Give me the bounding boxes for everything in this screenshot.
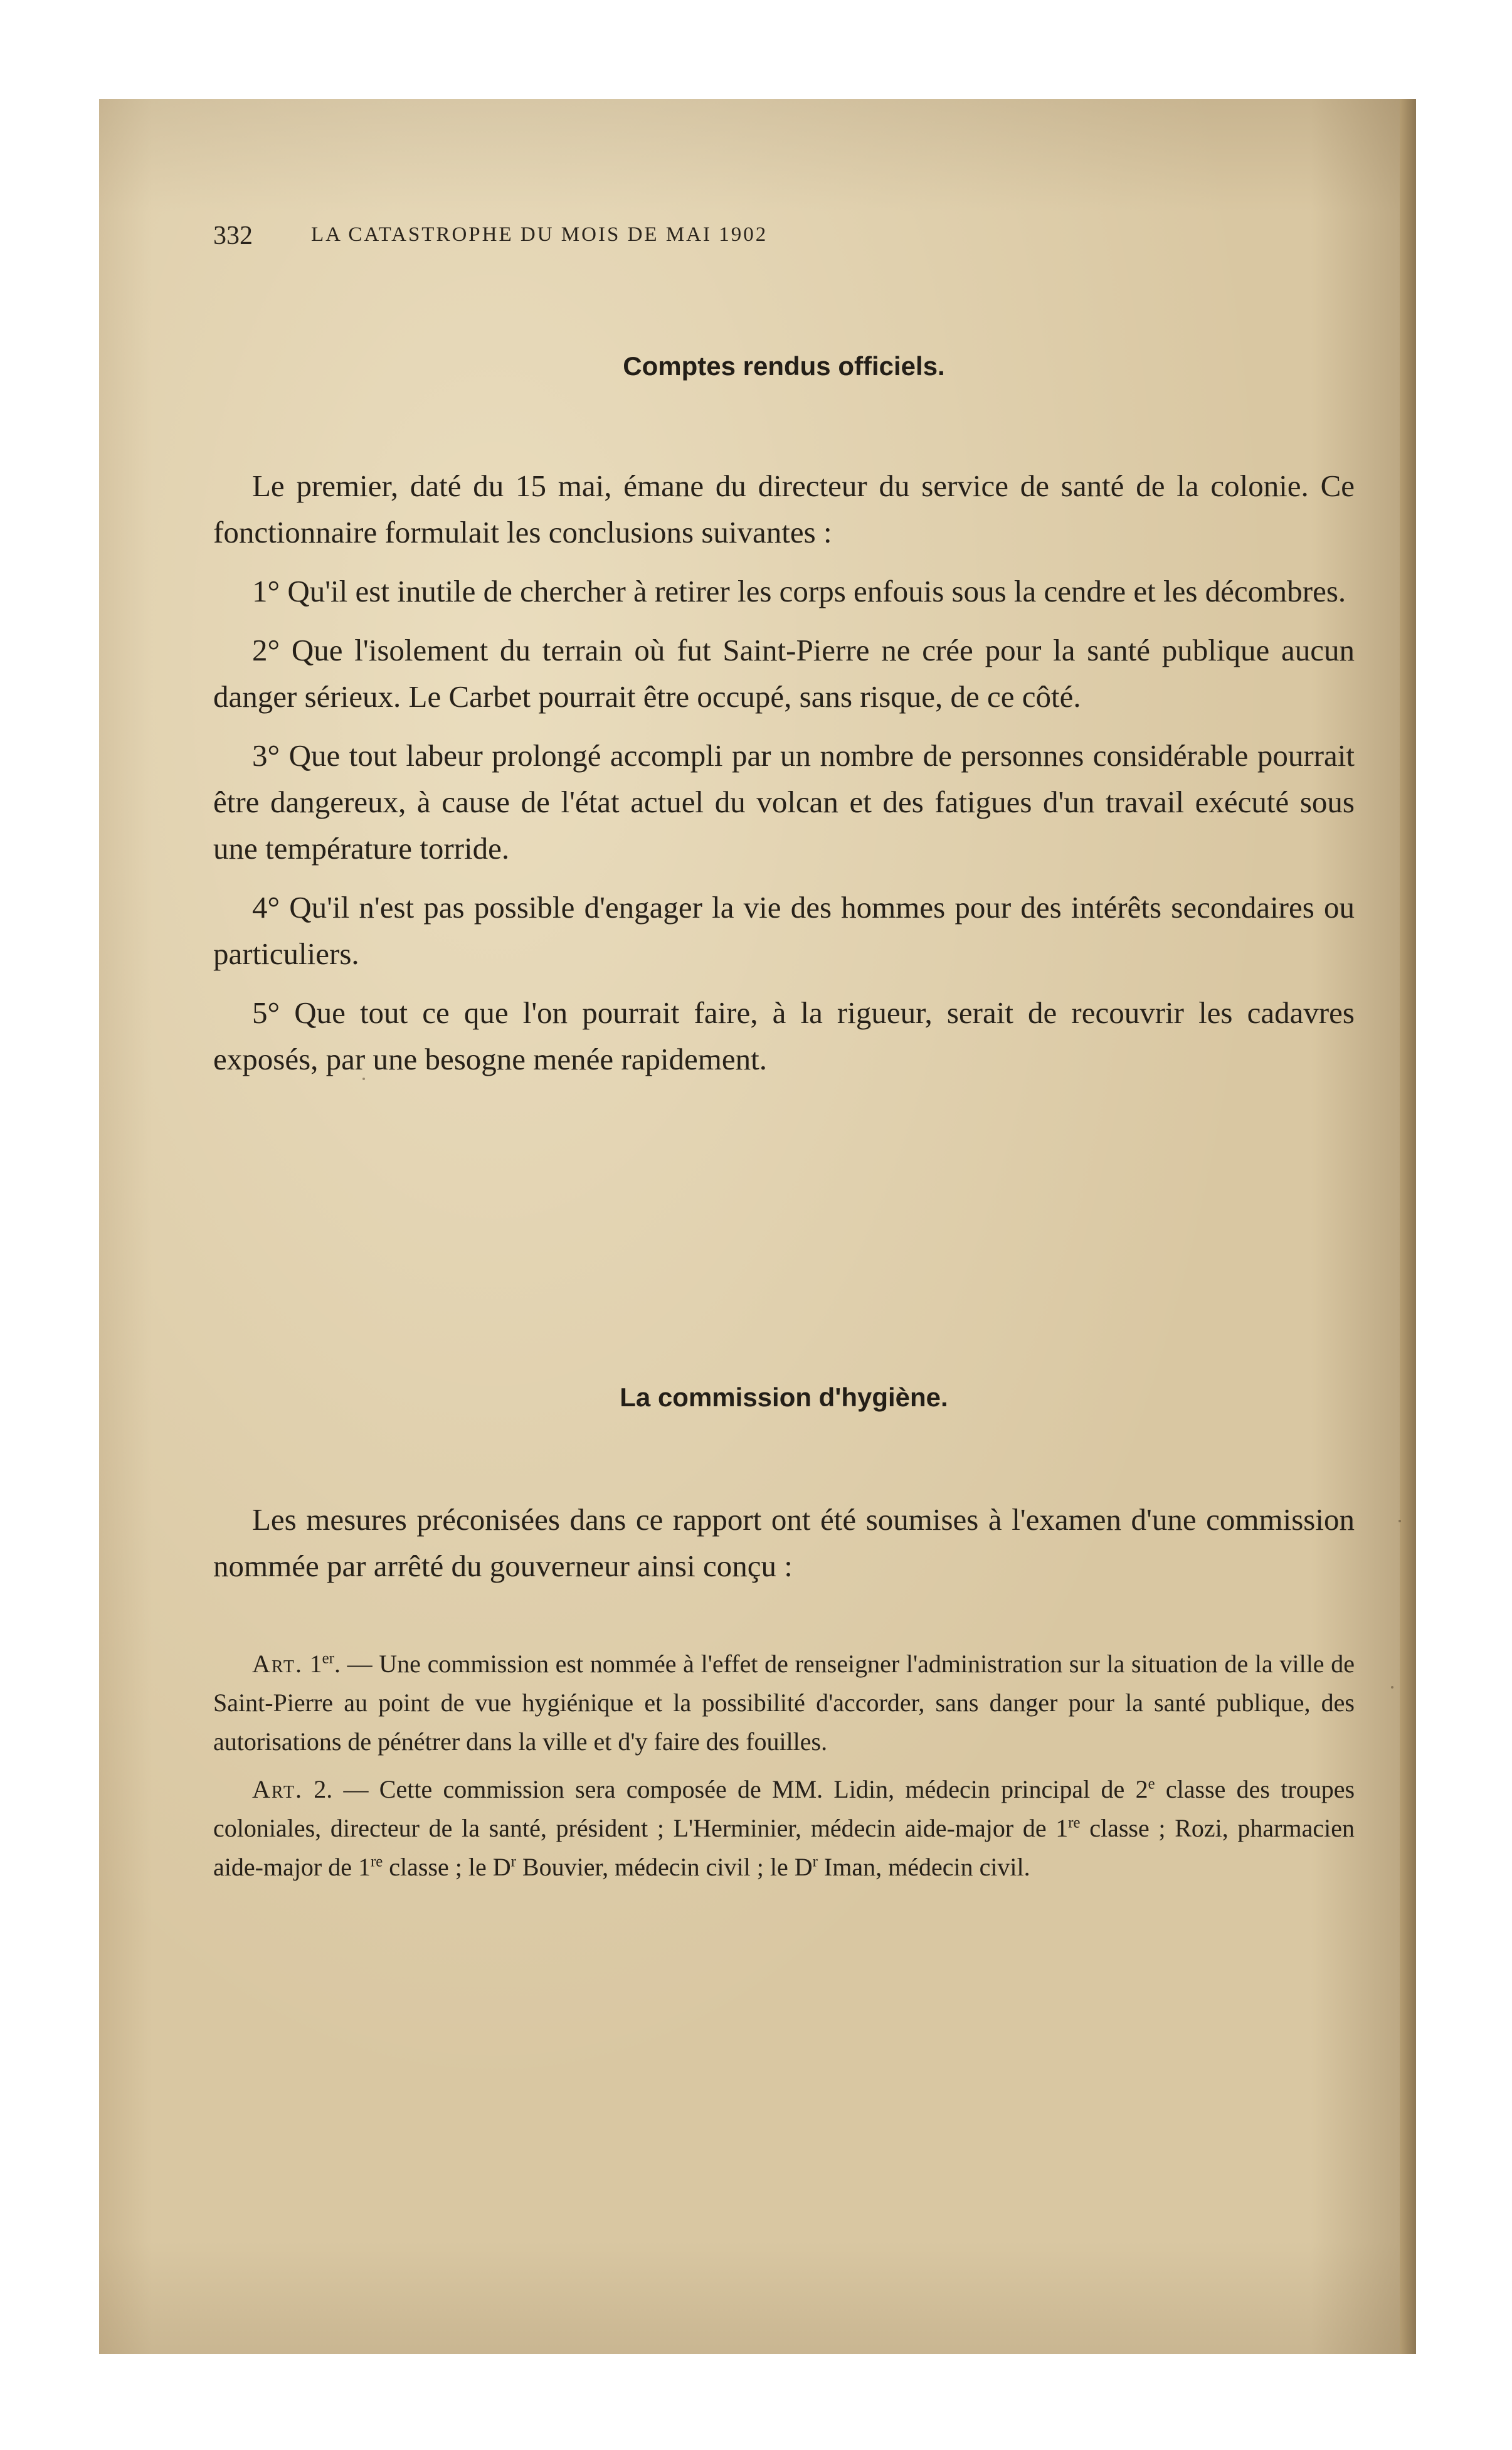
article-1 (213, 1645, 1355, 1761)
article-text: classe ; Rozi, pharmacien aide-major de 1 (213, 1814, 1355, 1881)
running-title: LA CATASTROPHE DU MOIS DE MAI 1902 (311, 223, 768, 246)
title-suffix: r (812, 1853, 818, 1870)
paragraph: Les mesures préconisées dans ce rapport ont été soumises à l'examen d'une commission nommée par arrêté du gouverneur ainsi conçu : (213, 1502, 1355, 1583)
ordinal-suffix: e (1148, 1775, 1155, 1793)
conclusion-item: 1° Qu'il est inutile de chercher à retirer les corps enfouis sous la cendre et les décombres. (252, 574, 1346, 608)
conclusion-item: 5° Que tout ce que l'on pourrait faire, à la rigueur, serait de recouvrir les cadavres exposés, par une besogne menée rapidement. (213, 995, 1355, 1076)
article-text: Bouvier, médecin civil ; le D (515, 1853, 813, 1881)
article-2 (213, 1770, 1355, 1887)
ink-speck (1391, 1686, 1393, 1689)
article-label: Art. (252, 1775, 303, 1803)
conclusion-item: 2° Que l'isolement du terrain où fut Saint-Pierre ne crée pour la santé publique aucun danger sérieux. Le Carbet pourrait être occupé, sans risque, de ce côté. (213, 633, 1355, 714)
ordinal-suffix: er (322, 1650, 334, 1667)
section-heading-comptes-rendus: Comptes rendus officiels. (623, 351, 945, 381)
article-text: . — Une commission est nommée à l'effet de renseigner l'administration sur la situation de la ville de Saint-Pierre au point de vue hygiénique et la possibilité d'accorder, sans danger pour la santé publique, des autorisations de pénétrer dans la ville et d'y faire des fouilles. (213, 1650, 1355, 1756)
conclusion-item: 4° Qu'il n'est pas possible d'engager la vie des hommes pour des intérêts secondaires ou particuliers. (213, 890, 1355, 971)
scanned-page (99, 99, 1416, 2354)
article-text: classe des troupes coloniales, directeur de la santé, président ; L'Herminier, médecin aide-major de 1 (213, 1775, 1355, 1842)
ink-speck (1398, 1520, 1401, 1522)
page-number: 332 (213, 221, 253, 250)
page-edge-shadow (1400, 99, 1416, 2354)
section-1-body (213, 463, 1355, 1095)
article-number: 2 (314, 1775, 327, 1803)
title-suffix: r (510, 1853, 516, 1870)
article-label: Art. (252, 1650, 303, 1678)
article-text: . — Cette commission sera composée de MM. Lidin, médecin principal de 2 (326, 1775, 1148, 1803)
article-text: classe ; le D (383, 1853, 511, 1881)
article-text: Iman, médecin civil. (817, 1853, 1030, 1881)
conclusion-item: 3° Que tout labeur prolongé accompli par un nombre de personnes considérable pourrait être dangereux, à cause de l'état actuel du volcan et des fatigues d'un travail exécuté sous une température torride. (213, 738, 1355, 866)
ordinal-suffix: re (1068, 1814, 1081, 1832)
ordinal-suffix: re (371, 1853, 383, 1870)
decree-articles (213, 1645, 1355, 1896)
section-heading-commission: La commission d'hygiène. (620, 1382, 948, 1412)
section-2-intro (213, 1497, 1355, 1602)
paragraph: Le premier, daté du 15 mai, émane du directeur du service de santé de la colonie. Ce fonctionnaire formulait les conclusions suivantes : (213, 469, 1355, 549)
article-number: 1 (309, 1650, 322, 1678)
